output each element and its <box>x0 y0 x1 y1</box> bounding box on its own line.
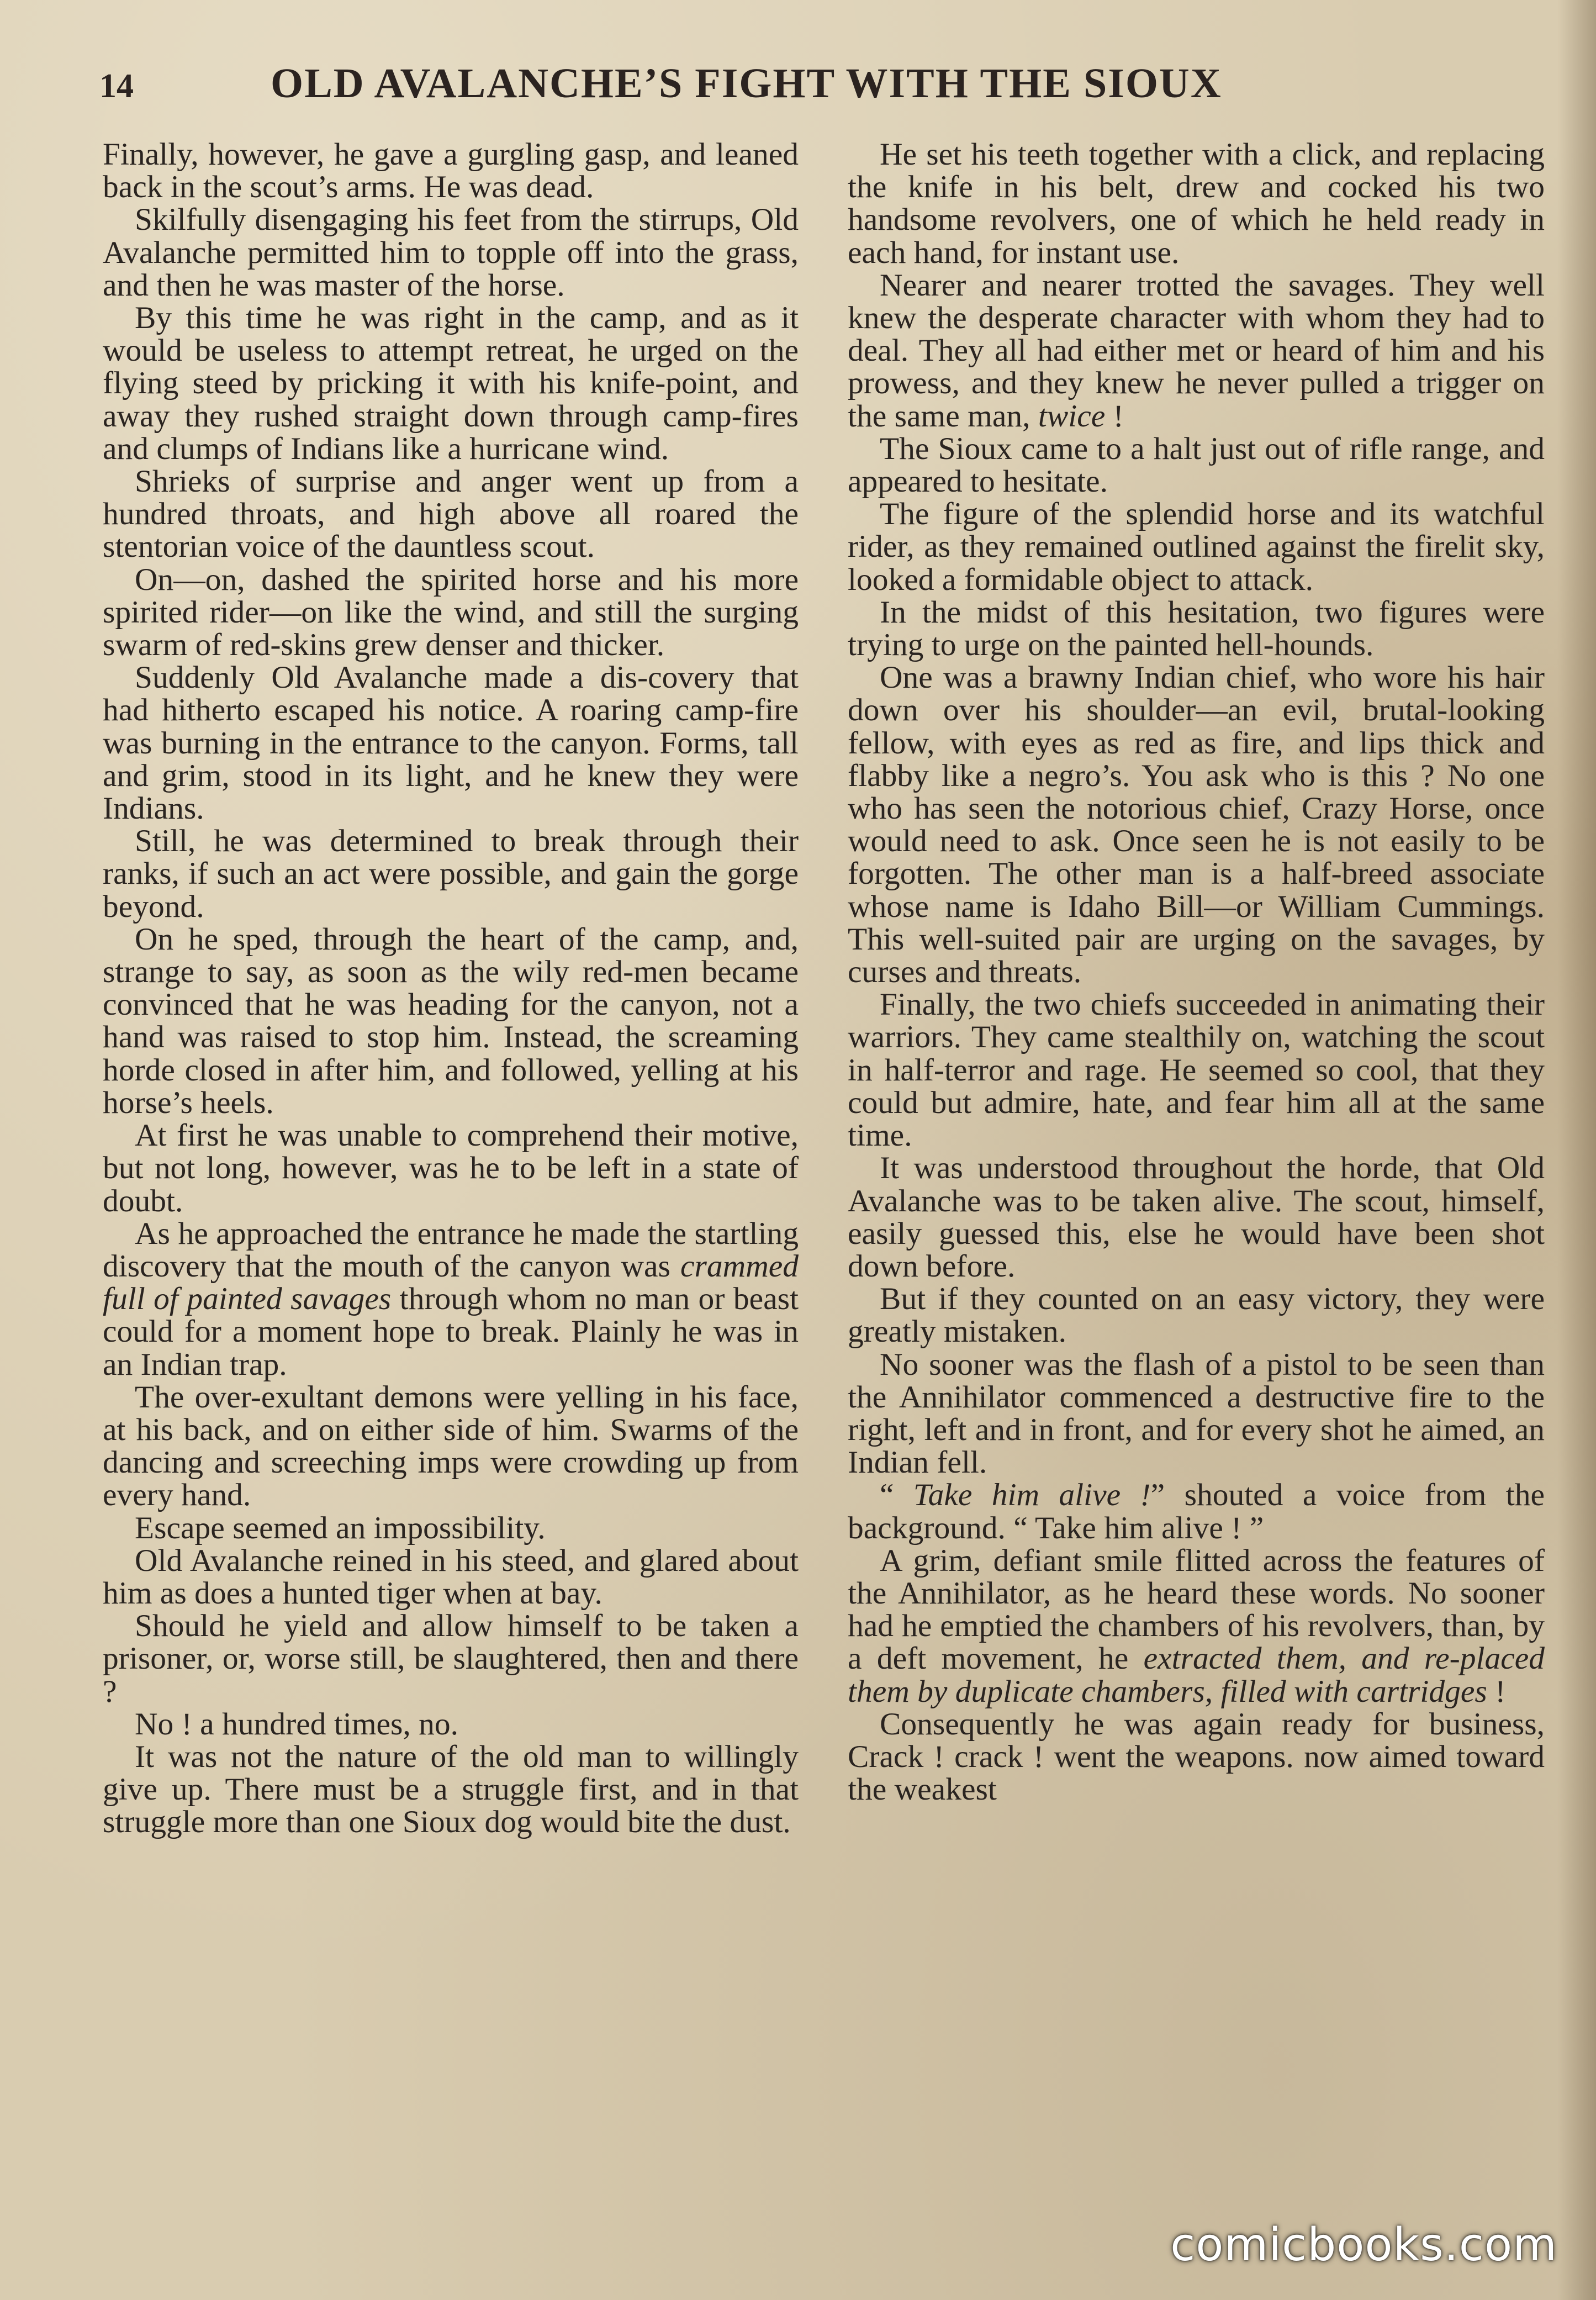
paragraph: Escape seemed an impossibility. <box>135 1510 546 1545</box>
paragraph: By this time he was right in the camp, and as it would be useless to attempt retreat, he urged on the flying steed by pricking it with his knife-point, and away they rushed straight down through camp-fires and clumps of Indians like a hurricane wind. <box>103 300 799 466</box>
site-watermark: comicbooks.com <box>1170 2219 1557 2271</box>
paragraph: Should he yield and allow himself to be taken a prisoner, or, worse still, be slaughtered, then and there ? <box>103 1608 799 1709</box>
right-text-column <box>848 138 1545 2171</box>
paragraph: Shrieks of surprise and anger went up from a hundred throats, and high above all roared the stentorian voice of the dauntless scout. <box>103 464 799 565</box>
paragraph: Finally, however, he gave a gurgling gasp, and leaned back in the scout’s arms. He was dead. <box>103 138 799 205</box>
text-run: Nearer and nearer trotted the savages. They well knew the desperate character with whom they had to deal. They all had either met or heard of him and his prowess, and they knew he never pulled a trigger on the same man, <box>848 267 1545 434</box>
paragraph: Old Avalanche reined in his steed, and glared about him as does a hunted tiger when at bay. <box>103 1543 799 1611</box>
text-run: ! <box>1113 398 1124 434</box>
italic-phrase: extracted them, and re-placed them by duplicate chambers, filled with cartridges <box>848 1641 1545 1709</box>
running-title: OLD AVALANCHE’S FIGHT WITH THE SIOUX <box>271 60 1222 107</box>
paragraph: One was a brawny Indian chief, who wore his hair down over his shoulder—an evil, brutal-looking fellow, with eyes as red as fire, and lips thick and flabby like a negro’s. You ask who is this ? No one who has seen the notorious chief, Crazy Horse, once would need to ask. Once seen he is not easily to be forgotten. The other man is a half-breed associate whose name is Idaho Bill—or William Cummings. This well-suited pair are urging on the savages, by curses and threats. <box>848 660 1545 990</box>
paragraph: Finally, the two chiefs succeeded in animating their warriors. They came stealthily on, watching the scout in half-terror and rage. He seemed so cool, that they could but admire, hate, and fear him all at the same time. <box>848 987 1545 1153</box>
page-edge-shadow <box>1557 0 1596 2300</box>
paragraph: The Sioux came to a halt just out of rifle range, and appeared to hesitate. <box>848 431 1545 499</box>
paragraph: He set his teeth together with a click, and replacing the knife in his belt, drew and cocked his two handsome revolvers, one of which he held ready in each hand, for instant use. <box>848 138 1545 270</box>
paragraph <box>848 1544 1545 1708</box>
paragraph: In the midst of this hesitation, two figures were trying to urge on the painted hell-hounds. <box>848 594 1545 663</box>
text-run: As he approached the entrance he made the startling discovery that the mouth of the canyon was <box>103 1216 799 1284</box>
paragraph: Skilfully disengaging his feet from the stirrups, Old Avalanche permitted him to topple off into the grass, and then he was master of the horse. <box>103 202 799 303</box>
page-number: 14 <box>99 67 134 105</box>
paragraph: On he sped, through the heart of the camp, and, strange to say, as soon as the wily red-men became convinced that he was heading for the canyon, not a hand was raised to stop him. Instead, the screaming horde closed in after him, and followed, yelling at his horse’s heels. <box>103 921 799 1120</box>
text-run: ! <box>1495 1674 1506 1709</box>
italic-phrase: Take him alive ! <box>913 1478 1151 1513</box>
paragraph: It was understood throughout the horde, that Old Avalanche was to be taken alive. The scout, himself, easily guessed this, else he would have been shot down before. <box>848 1151 1545 1284</box>
paragraph: No ! a hundred times, no. <box>135 1706 459 1742</box>
italic-phrase: twice <box>1038 398 1106 434</box>
paragraph: No sooner was the flash of a pistol to be seen than the Annihilator commenced a destructive fire to the right, left and in front, and for every shot he aimed, an Indian fell. <box>848 1347 1545 1480</box>
left-text-column <box>103 138 799 2171</box>
paragraph: It was not the nature of the old man to willingly give up. There must be a struggle first, and in that struggle more than one Sioux dog would bite the dust. <box>103 1739 799 1840</box>
paragraph <box>848 269 1545 432</box>
text-run: through whom no man or beast could for a moment hope to break. Plainly he was in an Indian trap. <box>103 1281 799 1382</box>
paragraph: But if they counted on an easy victory, they were greatly mistaken. <box>848 1281 1545 1349</box>
text-run: ” shouted a voice from the background. “ Take him alive ! ” <box>848 1478 1545 1545</box>
paragraph: At first he was unable to comprehend their motive, but not long, however, was he to be left in a state of doubt. <box>103 1118 799 1218</box>
page-header <box>99 60 1425 120</box>
paragraph <box>848 1479 1545 1544</box>
paragraph: Suddenly Old Avalanche made a dis-covery that had hitherto escaped his notice. A roaring camp-fire was burning in the entrance to the canyon. Forms, tall and grim, stood in its light, and he knew they were Indians. <box>103 660 799 826</box>
text-run: “ <box>880 1478 894 1513</box>
text-run: A grim, defiant smile flitted across the features of the Annihilator, as he heard these words. No sooner had he emptied the chambers of his revolvers, than, by a deft movement, he <box>848 1543 1545 1676</box>
paragraph: Consequently he was again ready for business, Crack ! crack ! went the weapons. now aimed toward the weakest <box>848 1706 1545 1807</box>
paragraph: The over-exultant demons were yelling in his face, at his back, and on either side of him. Swarms of the dancing and screeching imps were crowding up from every hand. <box>103 1379 799 1513</box>
paragraph: The figure of the splendid horse and its watchful rider, as they remained outlined against the firelit sky, looked a formidable object to attack. <box>848 497 1545 597</box>
paragraph <box>103 1217 799 1381</box>
paragraph: Still, he was determined to break through their ranks, if such an act were possible, and gain the gorge beyond. <box>103 824 799 924</box>
italic-phrase: crammed full of painted savages <box>103 1248 799 1317</box>
paragraph: On—on, dashed the spirited horse and his more spirited rider—on like the wind, and still the surging swarm of red-skins grew denser and thicker. <box>103 562 799 663</box>
